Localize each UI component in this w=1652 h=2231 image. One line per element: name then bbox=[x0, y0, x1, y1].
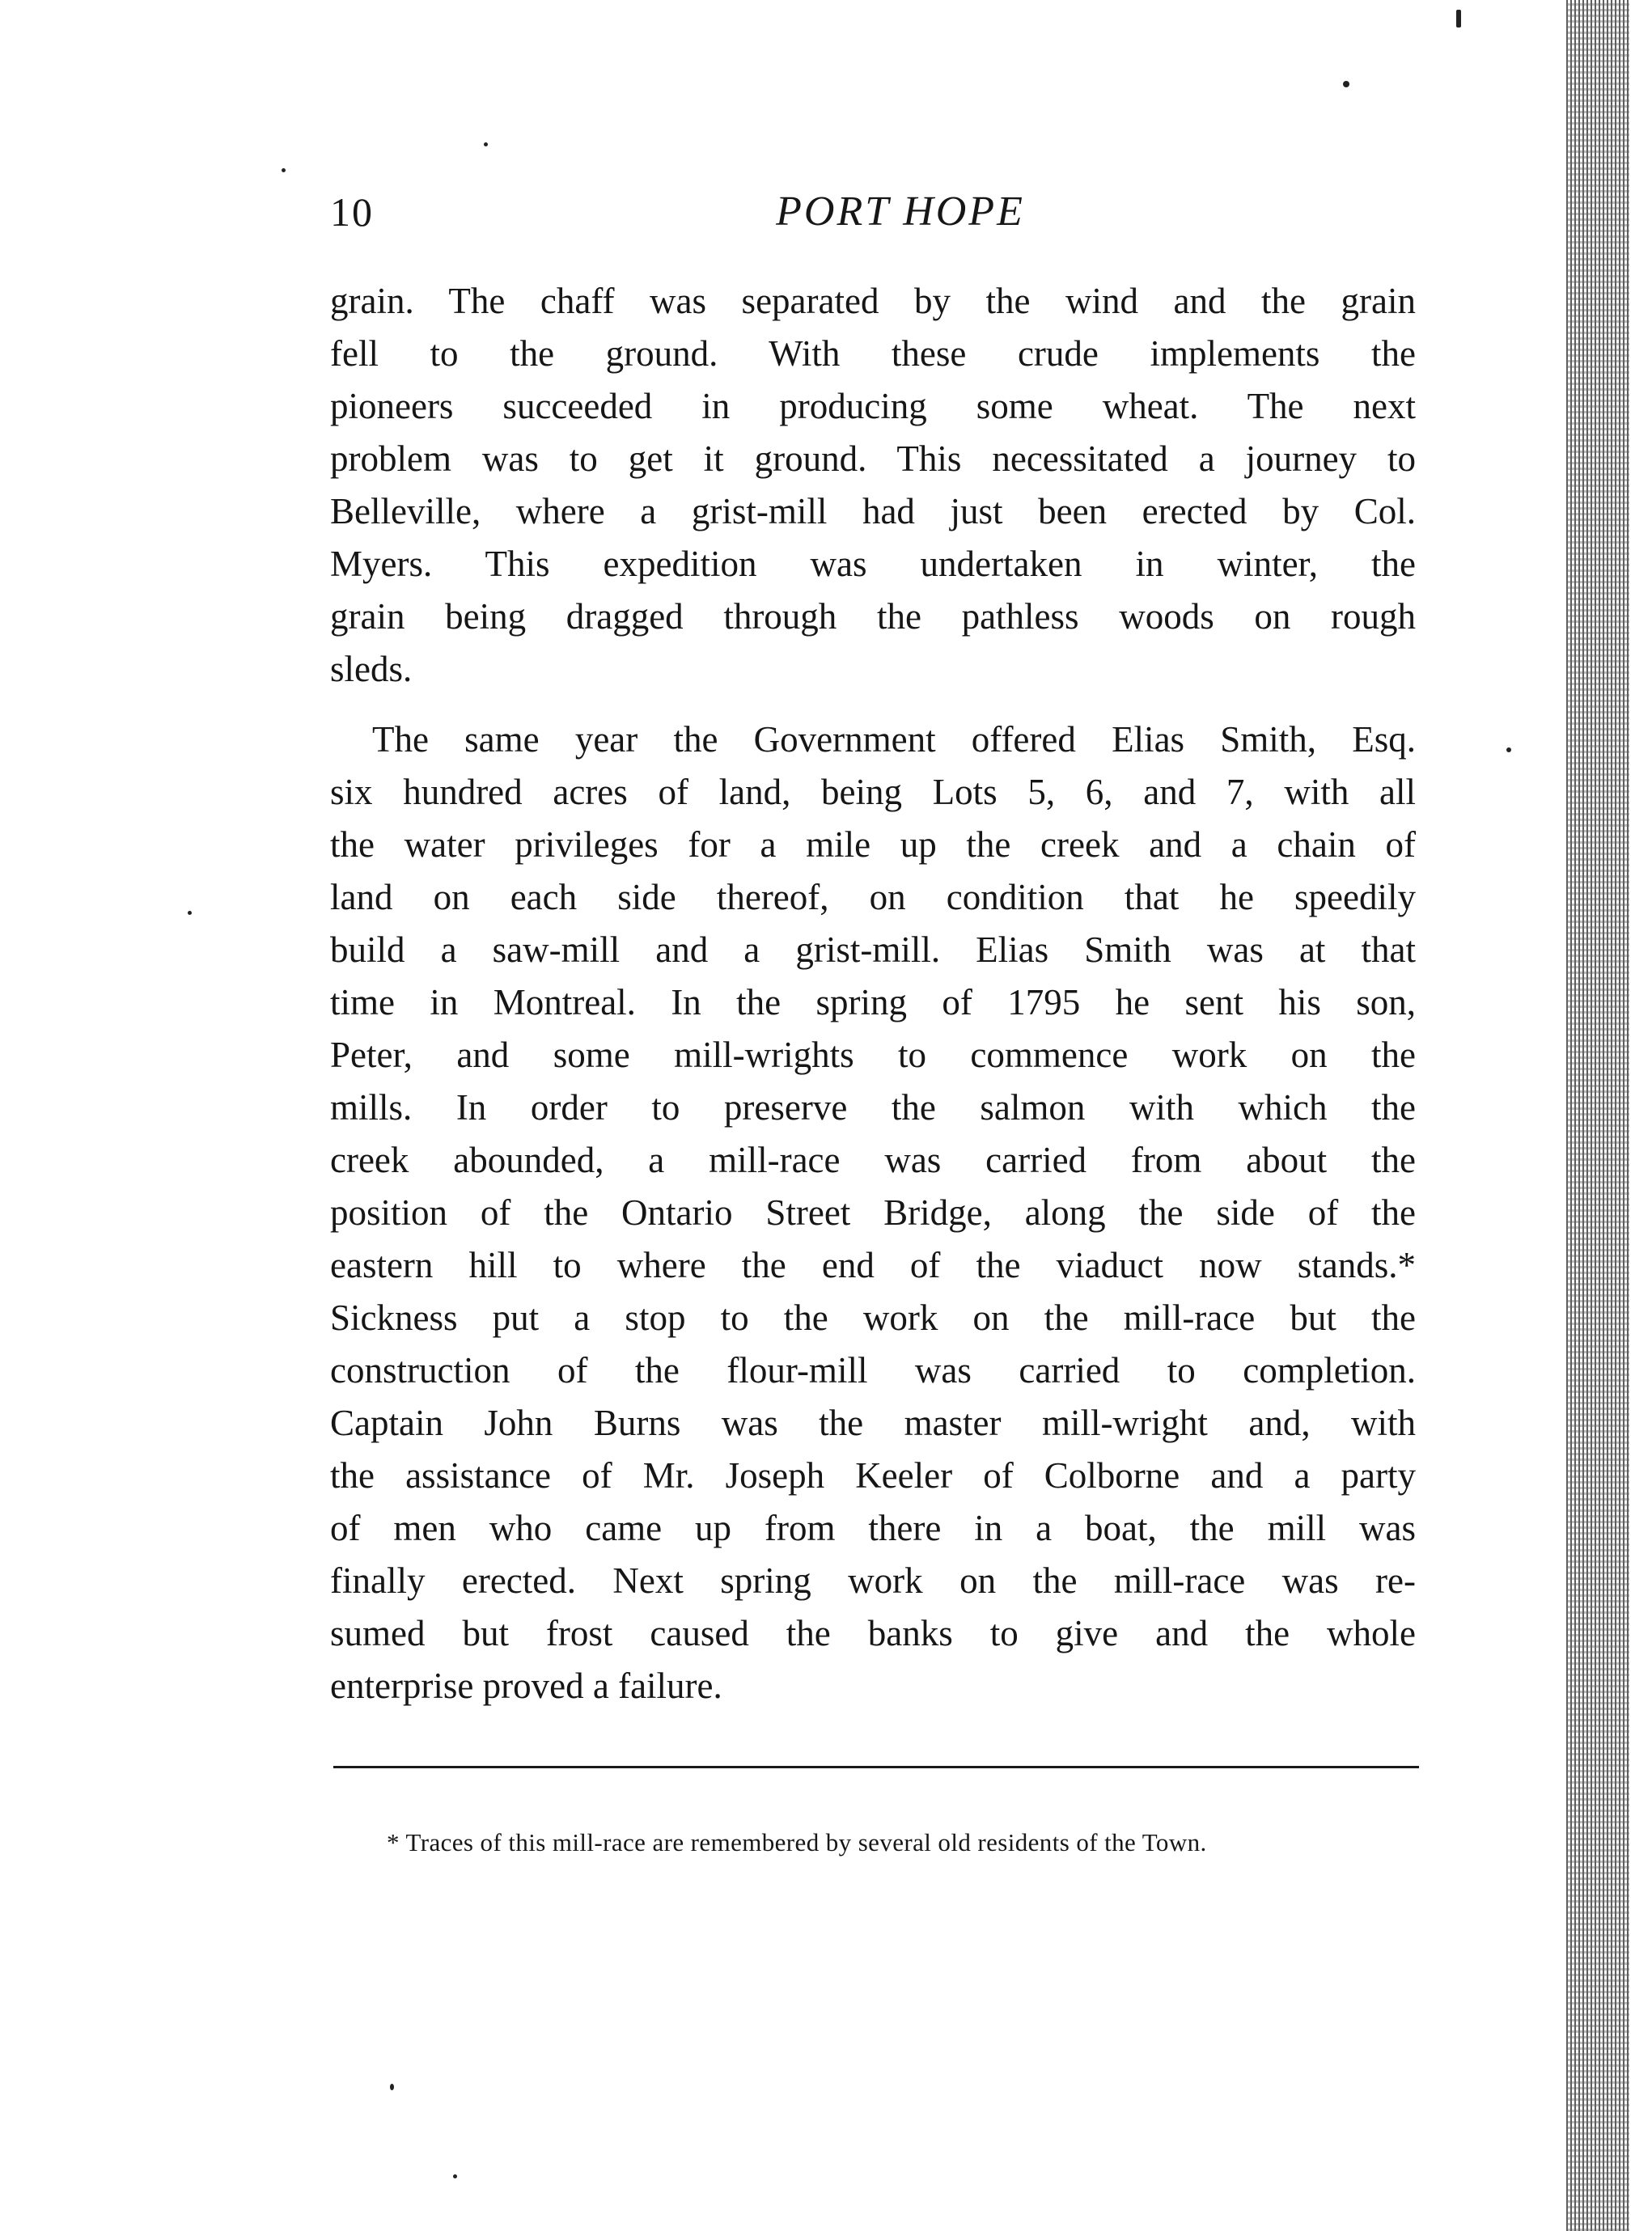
text-line: construction of the flour-mill was carried to completion. bbox=[330, 1350, 1416, 1391]
text-line: the assistance of Mr. Joseph Keeler of Colborne and a party bbox=[330, 1455, 1416, 1496]
text-line: build a saw-mill and a grist-mill. Elias Smith was at that bbox=[330, 929, 1416, 970]
text-line: finally erected. Next spring work on the mill-race was re- bbox=[330, 1560, 1416, 1601]
text-line: pioneers succeeded in producing some wheat. The next bbox=[330, 386, 1416, 426]
scan-speck bbox=[390, 2084, 394, 2090]
text-line: creek abounded, a mill-race was carried from about the bbox=[330, 1140, 1416, 1180]
text-line: grain. The chaff was separated by the wind and the grain bbox=[330, 281, 1416, 321]
scan-speck bbox=[453, 2174, 457, 2178]
text-line: six hundred acres of land, being Lots 5, 6, and 7, with all bbox=[330, 772, 1416, 812]
paragraph bbox=[330, 275, 1416, 696]
text-line: problem was to get it ground. This necessitated a journey to bbox=[330, 438, 1416, 479]
paragraph bbox=[330, 713, 1416, 1712]
scan-speck bbox=[484, 142, 488, 146]
text-line: the water privileges for a mile up the creek and a chain of bbox=[330, 824, 1416, 865]
scan-speck bbox=[1456, 10, 1461, 28]
text-line: Sickness put a stop to the work on the mill-race but the bbox=[330, 1298, 1416, 1338]
scanned-page-edge bbox=[1566, 0, 1629, 2231]
text-line: grain being dragged through the pathless woods on rough bbox=[330, 596, 1416, 637]
text-line: eastern hill to where the end of the viaduct now stands.* bbox=[330, 1245, 1416, 1285]
text-line: Peter, and some mill-wrights to commence work on the bbox=[330, 1035, 1416, 1075]
text-line: Captain John Burns was the master mill-wright and, with bbox=[330, 1403, 1416, 1443]
scan-speck bbox=[1343, 81, 1349, 87]
text-line: land on each side thereof, on condition that he speedily bbox=[330, 877, 1416, 917]
running-title: PORT HOPE bbox=[776, 188, 1025, 235]
text-line: enterprise proved a failure. bbox=[330, 1666, 722, 1706]
text-line: position of the Ontario Street Bridge, along the side of the bbox=[330, 1192, 1416, 1233]
text-line: sumed but frost caused the banks to give and the whole bbox=[330, 1613, 1416, 1653]
paragraph-gap bbox=[330, 696, 1416, 713]
footnote-rule bbox=[333, 1766, 1419, 1768]
scan-speck bbox=[1506, 747, 1511, 752]
page-number: 10 bbox=[330, 189, 374, 235]
text-line: time in Montreal. In the spring of 1795 he sent his son, bbox=[330, 982, 1416, 1022]
scan-speck bbox=[282, 168, 286, 172]
footnote: * Traces of this mill-race are remembered by several old residents of the Town. bbox=[387, 1828, 1207, 1856]
scan-speck bbox=[188, 911, 192, 915]
text-line: of men who came up from there in a boat, the mill was bbox=[330, 1508, 1416, 1548]
text-line: mills. In order to preserve the salmon with which the bbox=[330, 1087, 1416, 1128]
text-line: Myers. This expedition was undertaken in winter, the bbox=[330, 544, 1416, 584]
text-line: Belleville, where a grist-mill had just been erected by Col. bbox=[330, 491, 1416, 531]
page-header bbox=[330, 180, 1422, 244]
text-line: sleds. bbox=[330, 649, 413, 689]
text-line: fell to the ground. With these crude implements the bbox=[330, 333, 1416, 374]
text-line: The same year the Government offered Elias Smith, Esq. bbox=[372, 719, 1416, 760]
body-text bbox=[330, 275, 1416, 1712]
